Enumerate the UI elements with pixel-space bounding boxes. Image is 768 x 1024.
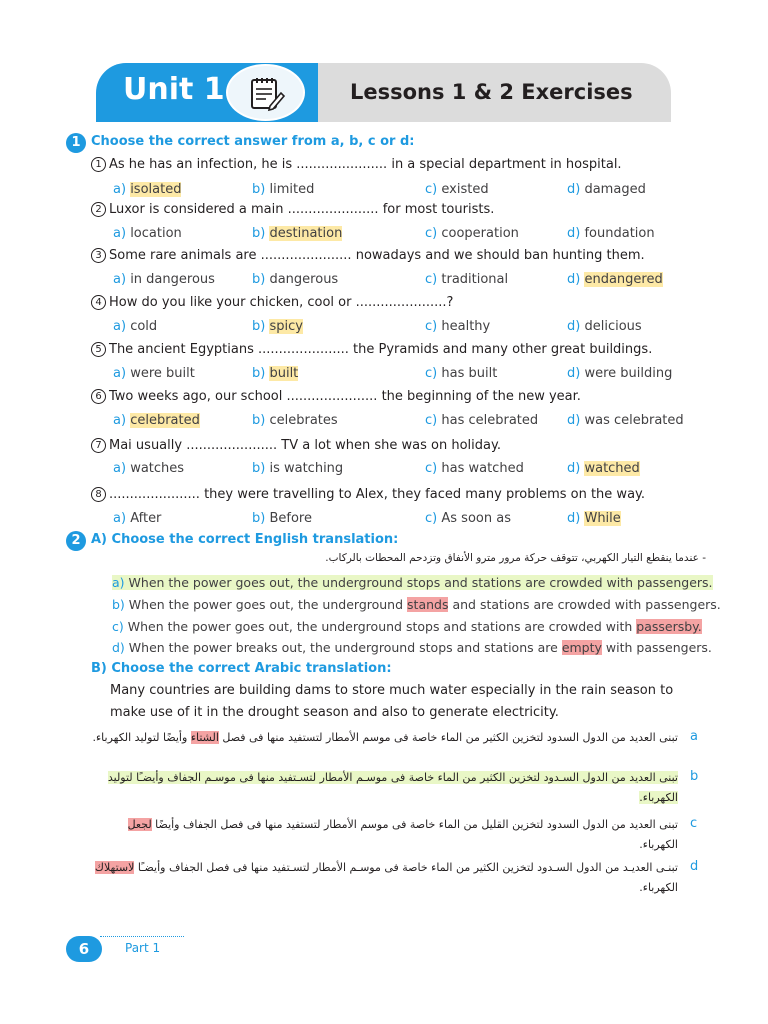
option-text: delicious	[584, 319, 642, 334]
arabic-translation-option	[88, 768, 678, 808]
option-letter: a)	[112, 575, 125, 590]
notepad-pencil-icon	[248, 75, 286, 113]
correct-answer-text: watched	[584, 461, 640, 476]
translation-text: When the power goes out, the underground stops and stations are crowded with	[127, 619, 633, 634]
option-letter: d)	[567, 182, 581, 197]
unit-label: Unit 1	[123, 72, 225, 107]
stem-text-before: Mai usually	[109, 438, 183, 453]
answer-option	[567, 272, 663, 287]
answer-option	[113, 319, 157, 334]
error-word: لجعل	[127, 818, 152, 831]
option-letter: c)	[425, 272, 438, 287]
option-letter: d)	[112, 640, 125, 655]
error-word: لاستهلاك	[94, 861, 135, 874]
answer-option	[567, 511, 621, 526]
option-letter: b)	[252, 511, 266, 526]
option-letter: b)	[252, 272, 266, 287]
item-number: 4	[91, 295, 106, 310]
question-stem	[91, 487, 645, 502]
correct-answer-text: destination	[269, 226, 343, 241]
error-word: stands	[407, 597, 449, 612]
item-number: 6	[91, 389, 106, 404]
option-text: is watching	[269, 461, 344, 476]
translation-text: الكهرباء.	[639, 881, 678, 894]
option-letter: a)	[113, 511, 127, 526]
answer-option	[113, 366, 195, 381]
option-letter: a)	[113, 226, 127, 241]
header-icon-badge	[226, 64, 305, 121]
option-letter: c)	[425, 366, 438, 381]
correct-answer-text: While	[584, 511, 621, 526]
translation-text: When the power breaks out, the underground stops and stations are	[128, 640, 558, 655]
stem-text-before: As he has an infection, he is	[109, 157, 293, 172]
option-text: dangerous	[269, 272, 339, 287]
option-letter: b)	[252, 319, 266, 334]
option-letter: b)	[112, 597, 125, 612]
answer-option	[425, 366, 497, 381]
option-letter: d)	[567, 366, 581, 381]
answer-option	[425, 511, 511, 526]
question-instruction: Choose the correct answer from a, b, c or d:	[91, 134, 415, 149]
item-number: 1	[91, 157, 106, 172]
option-letter: a)	[113, 413, 127, 428]
stem-text-after: the beginning of the new year.	[381, 389, 581, 404]
option-text: existed	[441, 182, 489, 197]
page-title: Lessons 1 & 2 Exercises	[350, 80, 633, 104]
option-text: Before	[269, 511, 312, 526]
answer-blank: ......................	[286, 389, 378, 404]
option-letter: b)	[252, 366, 266, 381]
stem-text-after: nowadays and we should ban hunting them.	[355, 248, 645, 263]
item-number: 5	[91, 342, 106, 357]
answer-option	[252, 182, 314, 197]
correct-translation-text: تبنى العديد من الدول السـدود لتخزين الكثير من الماء خاصة فى موسـم الأمطار لتسـتفيد منها فى موسـم الجفاف وأيضـًا لتوليد الكهرباء.	[107, 771, 678, 804]
arabic-translation-option	[88, 728, 678, 748]
option-letter: b)	[252, 182, 266, 197]
translation-option	[112, 640, 712, 655]
option-letter: b)	[252, 413, 266, 428]
stem-text-after: ?	[446, 295, 454, 310]
option-letter: a)	[113, 182, 127, 197]
answer-option	[252, 226, 342, 241]
question-stem	[91, 389, 581, 404]
part-b-title: B) Choose the correct Arabic translation:	[91, 661, 392, 676]
item-number: 2	[91, 202, 106, 217]
answer-blank: ......................	[109, 487, 200, 502]
stem-text-before: How do you like your chicken, cool or	[109, 295, 352, 310]
answer-blank: ......................	[287, 202, 379, 217]
item-number: 8	[91, 487, 106, 502]
answer-option	[567, 226, 655, 241]
answer-option	[113, 272, 215, 287]
answer-option	[252, 319, 303, 334]
answer-blank: ......................	[296, 157, 388, 172]
answer-option	[425, 413, 538, 428]
option-letter: a)	[113, 461, 127, 476]
correct-answer-text: celebrated	[130, 413, 200, 428]
answer-option	[252, 413, 338, 428]
question-stem	[91, 202, 494, 217]
option-letter: d)	[567, 226, 581, 241]
translation-text: and stations are crowded with passengers.	[452, 597, 721, 612]
option-text: has celebrated	[441, 413, 539, 428]
translation-text: تبنى العديد من الدول السدود لتخزين القليل من الماء خاصة فى موسم الأمطار لتستفيد منها فى فصل الجفاف وأيضًا	[155, 818, 678, 831]
option-letter: b)	[252, 226, 266, 241]
item-number: 7	[91, 438, 106, 453]
part-label: Part 1	[125, 941, 161, 955]
option-text: in dangerous	[130, 272, 215, 287]
error-word: empty	[561, 640, 602, 655]
option-text: location	[130, 226, 182, 241]
answer-option	[567, 319, 642, 334]
answer-option	[252, 366, 298, 381]
option-letter: b	[690, 769, 699, 784]
answer-option	[113, 226, 182, 241]
correct-answer-text: endangered	[584, 272, 663, 287]
answer-blank: ......................	[260, 248, 352, 263]
error-word: passersby.	[636, 619, 702, 634]
question-stem	[91, 157, 622, 172]
stem-text-after: for most tourists.	[382, 202, 495, 217]
translation-option	[112, 619, 702, 634]
question-stem	[91, 295, 453, 310]
option-letter: c)	[425, 182, 438, 197]
correct-translation-text: When the power goes out, the underground stops and stations are crowded with passengers.	[128, 575, 713, 590]
option-letter: d)	[567, 319, 581, 334]
option-letter: c)	[425, 226, 438, 241]
option-text: cooperation	[441, 226, 519, 241]
option-text: foundation	[584, 226, 655, 241]
correct-answer-text: spicy	[269, 319, 303, 334]
option-text: limited	[269, 182, 315, 197]
option-text: celebrates	[269, 413, 338, 428]
option-text: damaged	[584, 182, 646, 197]
translation-text: When the power goes out, the underground	[128, 597, 404, 612]
stem-text-before: Two weeks ago, our school	[109, 389, 283, 404]
answer-blank: ......................	[355, 295, 447, 310]
translation-text: وأيضًا لتوليد الكهرباء.	[92, 731, 188, 744]
option-letter: d)	[567, 511, 581, 526]
question-number-badge: 2	[66, 531, 86, 551]
option-letter: d)	[567, 413, 581, 428]
arabic-translation-option	[88, 858, 678, 898]
answer-option	[252, 272, 338, 287]
option-letter: d)	[567, 272, 581, 287]
part-b-source-english: Many countries are building dams to store much water especially in the rain season to make use of it in the drought season and also to generate electricity.	[110, 683, 674, 720]
answer-option	[567, 461, 640, 476]
answer-option	[567, 366, 672, 381]
option-letter: d	[690, 859, 699, 874]
stem-text-before: Luxor is considered a main	[109, 202, 284, 217]
answer-option	[425, 272, 508, 287]
answer-blank: ......................	[186, 438, 278, 453]
answer-option	[252, 511, 312, 526]
stem-text-after: they were travelling to Alex, they faced many problems on the way.	[204, 487, 646, 502]
stem-text-after: TV a lot when she was on holiday.	[281, 438, 501, 453]
part-a-title: A) Choose the correct English translation:	[91, 532, 399, 547]
option-letter: a)	[113, 319, 127, 334]
stem-text-before: Some rare animals are	[109, 248, 257, 263]
answer-option	[113, 413, 200, 428]
footer-divider	[100, 936, 184, 937]
question-stem	[91, 342, 652, 357]
answer-option	[567, 413, 684, 428]
answer-option	[113, 182, 181, 197]
stem-text-after: in a special department in hospital.	[391, 157, 622, 172]
translation-text: الكهرباء.	[639, 838, 678, 851]
stem-text-after: the Pyramids and many other great buildings.	[353, 342, 653, 357]
option-text: watches	[130, 461, 185, 476]
answer-option	[425, 226, 519, 241]
option-letter: a)	[113, 272, 127, 287]
option-text: has watched	[441, 461, 524, 476]
option-text: After	[130, 511, 162, 526]
option-text: traditional	[441, 272, 509, 287]
option-text: were building	[584, 366, 673, 381]
correct-answer-text: built	[269, 366, 299, 381]
option-text: healthy	[441, 319, 491, 334]
option-letter: a	[690, 729, 698, 744]
answer-option	[567, 182, 646, 197]
option-letter: c	[690, 816, 698, 831]
question-stem	[91, 438, 501, 453]
error-word: الشتاء	[190, 731, 219, 744]
option-text: were built	[130, 366, 195, 381]
answer-blank: ......................	[257, 342, 349, 357]
option-letter: d)	[567, 461, 581, 476]
option-letter: c)	[112, 619, 124, 634]
correct-answer-text: isolated	[130, 182, 182, 197]
option-letter: b)	[252, 461, 266, 476]
answer-option	[113, 511, 161, 526]
arabic-translation-option	[88, 815, 678, 855]
translation-text: تبنـى العديـد من الدول السـدود لتخزين الكثير من الماء خاصة فى موسـم الأمطار لتسـتفيد منها فى فصل الجفاف وأيضـًا	[137, 861, 678, 874]
answer-option	[252, 461, 343, 476]
option-letter: c)	[425, 413, 438, 428]
translation-text: with passengers.	[605, 640, 712, 655]
translation-text: تبنى العديد من الدول السدود لتخزين الكثير من الماء خاصة فى موسم الأمطار لتستفيد منها فى فصل	[222, 731, 678, 744]
question-stem	[91, 248, 645, 263]
option-text: was celebrated	[584, 413, 684, 428]
answer-option	[425, 182, 489, 197]
option-text: As soon as	[441, 511, 511, 526]
part-a-source-arabic: - عندما ينقطع التيار الكهربي، تتوقف حركة مرور مترو الأنفاق وتزدحم المحطات بالركاب.	[325, 552, 706, 564]
option-letter: c)	[425, 319, 438, 334]
page-number: 6	[66, 936, 102, 962]
answer-option	[425, 319, 490, 334]
translation-option	[112, 575, 713, 590]
stem-text-before: The ancient Egyptians	[109, 342, 254, 357]
option-letter: a)	[113, 366, 127, 381]
option-letter: c)	[425, 511, 438, 526]
option-text: cold	[130, 319, 158, 334]
option-letter: c)	[425, 461, 438, 476]
answer-option	[425, 461, 524, 476]
question-number-badge: 1	[66, 133, 86, 153]
option-text: has built	[441, 366, 498, 381]
item-number: 3	[91, 248, 106, 263]
translation-option	[112, 597, 721, 612]
answer-option	[113, 461, 184, 476]
